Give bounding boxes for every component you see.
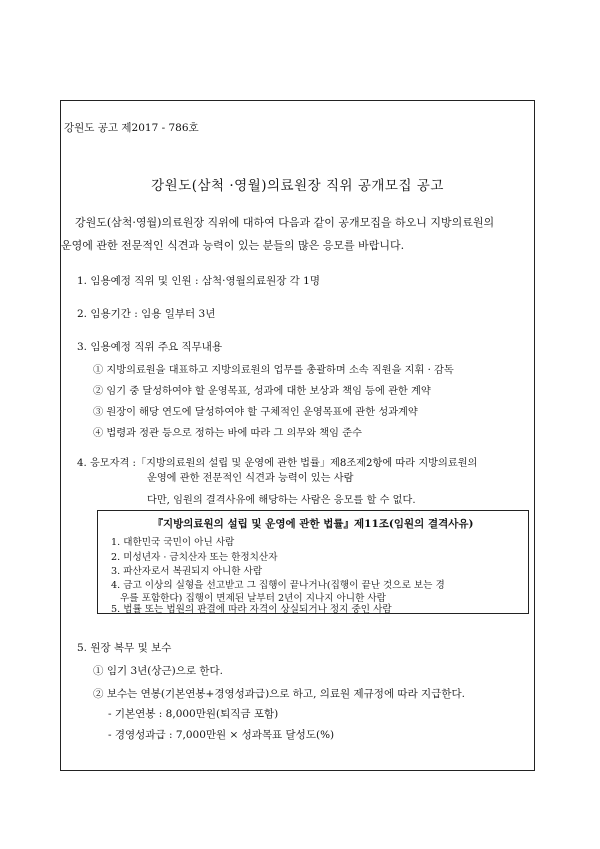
section-4-continuation: 운영에 관한 전문적인 식견과 능력이 있는 사람: [147, 473, 354, 484]
duty-item: ② 임기 중 달성하여야 할 운영목표, 성과에 대한 보상과 책임 등에 관한 계약: [93, 386, 431, 397]
section-4-eligibility: 4. 응모자격 :「지방의료원의 설립 및 운영에 관한 법률」제8조제2항에 따라 지방의료원의: [77, 458, 478, 469]
disqualification-box-title: 『지방의료원의 설립 및 운영에 관한 법률』제11조(임원의 결격사유): [152, 518, 474, 530]
disqualification-item: 1. 대한민국 국민이 아닌 사람: [111, 537, 235, 548]
service-item: ① 임기 3년(상근)으로 한다.: [93, 665, 224, 677]
notice-number: 강원도 공고 제2017 - 786호: [64, 122, 199, 134]
disqualification-item: 2. 미성년자 · 금치산자 또는 한정치산자: [111, 552, 278, 563]
disqualification-item-continuation: 우를 포함한다) 집행이 면제된 날부터 2년이 지나지 아니한 사람: [120, 593, 386, 604]
section-4-note: 다만, 임원의 결격사유에 해당하는 사람은 응모를 할 수 없다.: [147, 495, 416, 506]
section-1-position: 1. 임용예정 직위 및 인원 : 삼척·영월의료원장 각 1명: [77, 275, 320, 287]
intro-line-2: 운영에 관한 전문적인 식견과 능력이 있는 분들의 많은 응모를 바랍니다.: [61, 239, 405, 252]
disqualification-item: 4. 금고 이상의 실형을 선고받고 그 집행이 끝나거나(집행이 끝난 것으로 보는 경: [111, 580, 445, 591]
service-item: ② 보수는 연봉(기본연봉+경영성과급)으로 하고, 의료원 제규정에 따라 지급한다.: [93, 688, 465, 700]
section-3-duties-heading: 3. 임용예정 직위 주요 직무내용: [77, 341, 223, 353]
section-2-term: 2. 임용기간 : 임용 일부터 3년: [77, 308, 216, 320]
section-5-service-pay: 5. 원장 복무 및 보수: [77, 642, 172, 654]
disqualification-item: 5. 법률 또는 법원의 판결에 따라 자격이 상실되거나 정지 중인 사람: [111, 604, 392, 615]
performance-bonus: - 경영성과급 : 7,000만원 × 성과목표 달성도(%): [108, 729, 335, 741]
duty-item: ③ 원장이 해당 연도에 달성하여야 할 구체적인 운영목표에 관한 성과계약: [93, 407, 418, 418]
intro-paragraph: [61, 211, 495, 257]
duty-item: ④ 법령과 정관 등으로 정하는 바에 따라 그 의무와 책임 준수: [93, 428, 362, 439]
disqualification-item: 3. 파산자로서 복권되지 아니한 사람: [111, 566, 263, 577]
page-title: 강원도(삼척 ·영월)의료원장 직위 공개모집 공고: [151, 178, 444, 194]
base-salary: - 기본연봉 : 8,000만원(퇴직금 포함): [108, 708, 279, 720]
intro-line-1: 강원도(삼척·영월)의료원장 직위에 대하여 다음과 같이 공개모집을 하오니 지방의료원의: [75, 216, 495, 229]
duty-item: ① 지방의료원을 대표하고 지방의료원의 업무를 총괄하며 소속 직원을 지휘 · 감독: [93, 365, 454, 376]
